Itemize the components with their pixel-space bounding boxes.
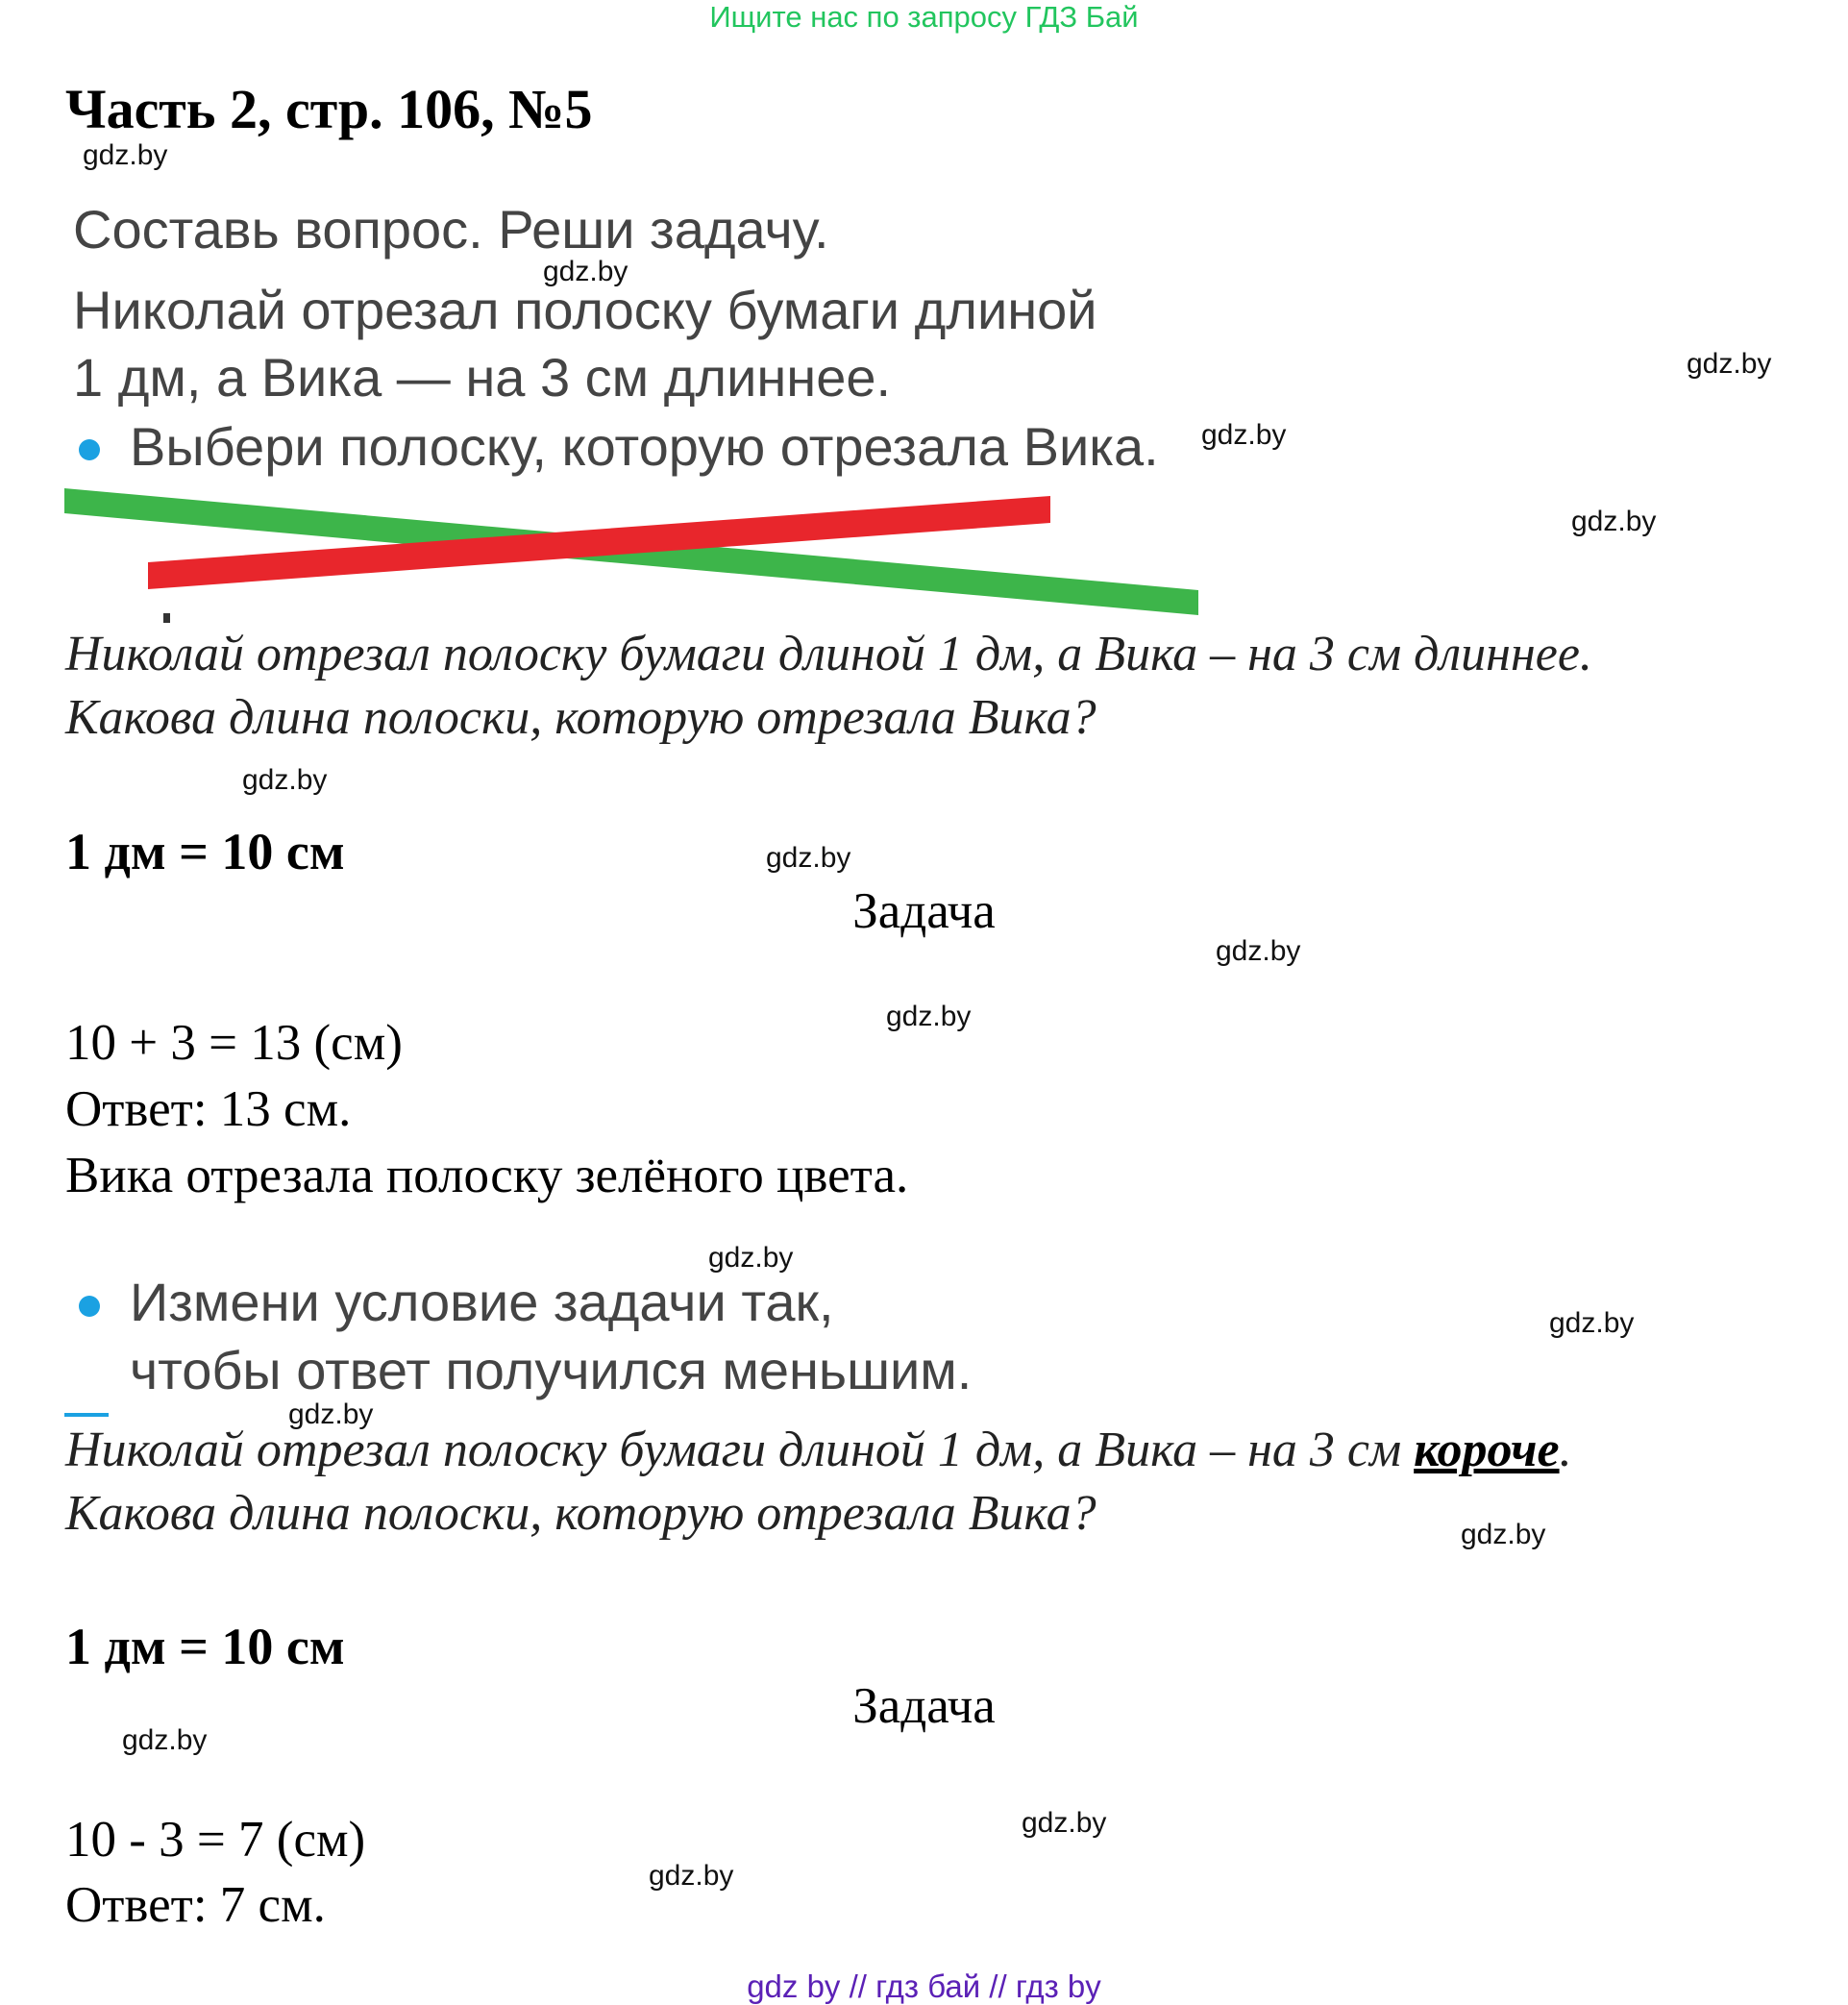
watermark: gdz.by [1549, 1307, 1635, 1339]
unit-conversion: 1 дм = 10 см [65, 1618, 345, 1675]
watermark: gdz.by [1571, 506, 1657, 537]
watermark: gdz.by [886, 1001, 972, 1032]
bullet-icon [79, 1296, 100, 1317]
textbook-problem-line: 1 дм, а Вика — на 3 см длиннее. [73, 347, 892, 408]
textbook-bullet: Выбери полоску, которую отрезала Вика. [130, 416, 1159, 477]
problem-text: Николай отрезал полоску бумаги длиной 1 дм, а Вика – на 3 см длиннее. [65, 627, 1592, 681]
watermark: gdz.by [1461, 1519, 1546, 1550]
divider [64, 1413, 109, 1417]
watermark: gdz.by [1687, 348, 1772, 380]
textbook-bullet-continued: чтобы ответ получился меньшим. [130, 1340, 973, 1400]
watermark: gdz.by [122, 1724, 208, 1756]
watermark: gdz.by [1216, 935, 1301, 967]
watermark: gdz.by [1022, 1807, 1107, 1839]
answer: Ответ: 13 см. [65, 1081, 352, 1137]
watermark: gdz.by [766, 842, 851, 874]
answer-note: Вика отрезала полоску зелёного цвета. [65, 1148, 909, 1203]
footer-links[interactable]: gdz by // гдз бай // гдз by [747, 1968, 1101, 2004]
textbook-instruction: Составь вопрос. Реши задачу. [73, 199, 829, 260]
problem-text [65, 1422, 1572, 1478]
watermark: gdz.by [708, 1242, 794, 1274]
section-heading: Задача [852, 883, 996, 939]
paper-strips-illustration [0, 0, 1848, 634]
watermark: gdz.by [242, 764, 328, 796]
watermark: gdz.by [649, 1860, 734, 1892]
watermark: gdz.by [83, 139, 168, 171]
watermark: gdz.by [1201, 419, 1287, 451]
textbook-problem-line: Николай отрезал полоску бумаги длиной [73, 280, 1097, 340]
answer: Ответ: 7 см. [65, 1877, 326, 1933]
textbook-bullet: Измени условие задачи так, [130, 1272, 834, 1332]
top-banner[interactable]: Ищите нас по запросу ГДЗ Бай [709, 0, 1139, 34]
solution-equation: 10 - 3 = 7 (см) [65, 1812, 366, 1868]
emphasized-word: короче [1414, 1423, 1560, 1477]
problem-text-end: . [1559, 1423, 1572, 1477]
page-title: Часть 2, стр. 106, №5 [65, 78, 593, 140]
problem-question: Какова длина полоски, которую отрезала Вика? [65, 1486, 1096, 1541]
watermark: gdz.by [543, 256, 628, 287]
problem-text-start: Николай отрезал полоску бумаги длиной 1 дм, а Вика – на 3 см [65, 1423, 1415, 1477]
solution-equation: 10 + 3 = 13 (см) [65, 1015, 403, 1071]
watermark: gdz.by [288, 1399, 374, 1430]
unit-conversion: 1 дм = 10 см [65, 823, 345, 880]
section-heading: Задача [852, 1678, 996, 1734]
problem-question: Какова длина полоски, которую отрезала Вика? [65, 690, 1096, 745]
cut-mark [163, 613, 170, 623]
